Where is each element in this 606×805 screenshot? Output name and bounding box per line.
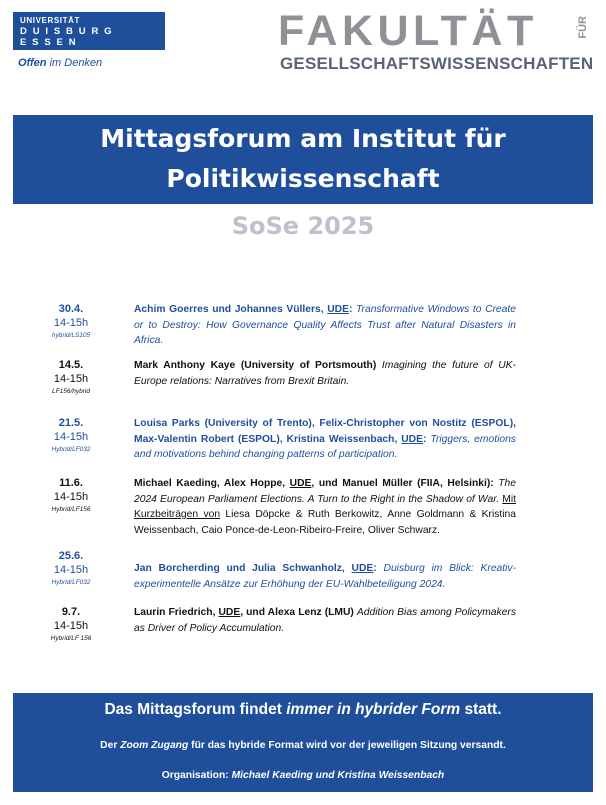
event-date-block [38,549,104,588]
event-description [134,605,516,636]
footer-line-3 [13,770,593,781]
footer-line-2-b: für das hybride Format wird vor der jeweiligen Sitzung versandt. [191,740,506,751]
event-room: Hybrid/LF156 [51,506,91,513]
event-room: Hybrid/LF032 [51,446,91,453]
faculty-word: FAKULTÄT [278,7,538,55]
event-room: Hybrid/LF032 [51,579,91,586]
title-banner [13,115,593,204]
event-authors: Michael Kaeding, Alex Hoppe, [134,478,286,489]
faculty-logo [278,6,598,76]
footer-line-3-a: Organisation: [161,770,229,781]
logo-line-2: D U I S B U R G [20,26,114,37]
event-description [134,561,516,592]
footer-line-2-a: Der [100,740,118,751]
footer-line-1 [13,701,593,719]
event-authors: Louisa Parks (University of Trento), Felix-Christopher von Nostitz (ESPOL), Max-Valentin Robert (ESPOL), Kristina Weissenbach, [134,418,516,445]
event-date: 14.5. [58,359,84,371]
footer-line-3-em: Michael Kaeding und Kristina Weissenbach [231,770,445,781]
semester-label: SoSe 2025 [231,212,375,240]
event-extra: Liesa Döpcke & Ruth Berkowitz, Anne Goldmann & Kristina Weissenbach, Caio Ponce-de-Leon-Ribeiro-Freire, Oliver Schwarz. [134,509,516,536]
event-date: 30.4. [58,303,84,315]
event-time: 14-15h [53,564,89,576]
event-time: 14-15h [53,373,89,385]
footer-line-2 [13,740,593,751]
footer-line-2-em: Zoom Zugang [120,740,189,751]
event-affiliation: UDE [351,563,374,574]
event-room: LF156/hybrid [52,388,90,395]
event-date-block [38,416,104,455]
logo-line-3: E S S E N [20,37,78,48]
event-title: Addition Bias among Policymakers as Driver of Policy Accumulation. [134,607,516,634]
event-affiliation: UDE [401,433,423,445]
university-tagline [18,57,102,69]
footer-banner [13,693,593,792]
event-date: 11.6. [59,477,83,489]
event-date-block [38,605,104,644]
event-room: Hybrid/LF 156 [50,635,92,642]
event-time: 14-15h [53,620,89,632]
event-date-block [38,476,104,515]
event-authors-suffix: : [423,433,427,445]
university-logo [13,12,165,50]
event-date-block [38,358,104,397]
faculty-fuer: FÜR [577,16,589,39]
event-authors-suffix: : [348,304,353,315]
event-description [134,302,516,349]
event-date: 25.6. [58,550,84,562]
logo-line-1: UNIVERSITÄT [20,16,80,25]
event-room: hybrid/LS105 [51,332,91,339]
event-time: 14-15h [53,317,89,329]
event-authors-suffix: : [373,563,377,574]
event-authors: Jan Borcherding und Julia Schwanholz, [134,563,345,574]
event-authors-suffix: , und Manuel Müller (FIIA, Helsinki): [311,478,494,489]
event-date-block [38,302,104,341]
event-date: 21.5. [58,417,84,429]
event-authors: Mark Anthony Kaye (University of Portsmouth) [134,360,377,371]
title-line-2: Politikwissenschaft [166,164,440,193]
footer-line-1-em: immer in hybrider Form [286,701,461,718]
faculty-subtitle: GESELLSCHAFTSWISSENSCHAFTEN [280,54,594,73]
event-title: Imagining the future of UK-Europe relations: Narratives from Brexit Britain. [134,360,516,387]
event-description [134,416,516,463]
tagline-rest: im Denken [49,57,103,69]
event-authors: Achim Goerres und Johannes Vüllers, [134,304,324,315]
event-affiliation: UDE [289,478,312,489]
event-date: 9.7. [61,606,81,618]
event-affiliation: UDE [327,304,349,315]
footer-line-1-b: statt. [464,701,502,718]
event-time: 14-15h [53,491,89,503]
event-affiliation: UDE [218,607,241,618]
title-line-1: Mittagsforum am Institut für [100,124,506,153]
tagline-bold: Offen [18,57,47,69]
event-authors-suffix: , und Alexa Lenz (LMU) [240,607,354,618]
event-title: Duisburg im Blick: Kreativ-experimentelle Ansätze zur Erhöhung der EU-Wahlbeteiligung 2024. [134,563,516,590]
event-title: Transformative Windows to Create or to Destroy: How Governance Quality Affects Trust after Natural Disasters in Africa. [134,304,516,346]
event-time: 14-15h [53,431,89,443]
event-extra-label: Mit Kurzbeiträgen von [134,493,516,520]
event-description [134,476,516,538]
event-authors: Laurin Friedrich, [134,607,216,618]
event-title: Triggers, emotions and motivations behind changing patterns of participation. [134,433,516,460]
event-title: The 2024 European Parliament Elections. A Turn to the Right in the Shadow of War. [134,478,516,505]
event-description [134,358,516,389]
footer-line-1-a: Das Mittagsforum findet [104,701,282,718]
